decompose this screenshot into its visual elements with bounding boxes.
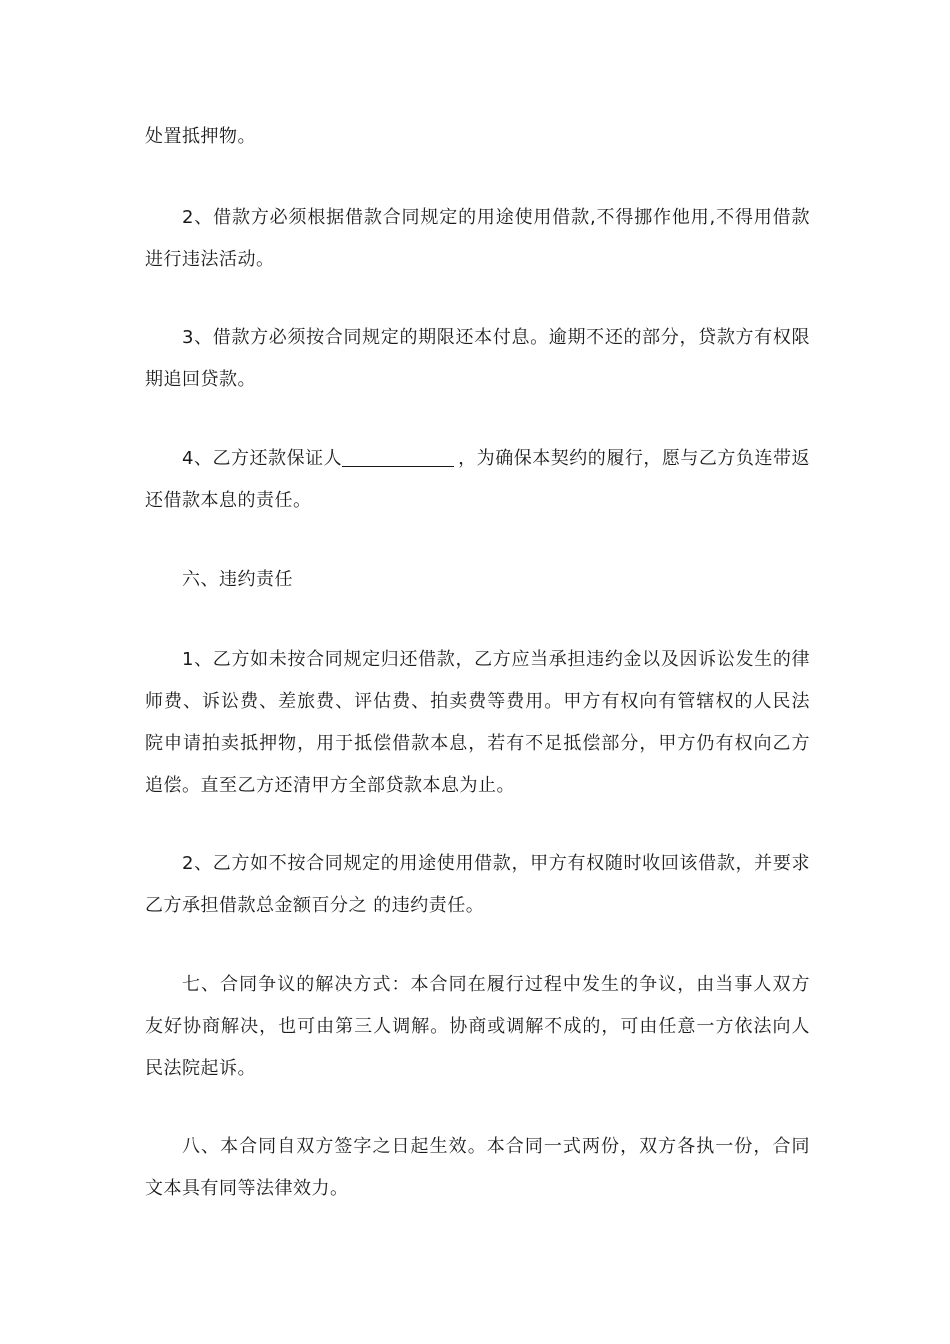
paragraph-guarantor [145,438,810,522]
paragraph-dispose-collateral: 处置抵押物。 [145,126,256,147]
guarantor-text-after: ，为确保本契约的履行，愿与乙方负连带返还借款本息的责任。 [145,448,811,511]
paragraph-repayment-term: 3、借款方必须按合同规定的期限还本付息。逾期不还的部分，贷款方有权限期追回贷款。 [145,327,810,390]
section-heading-breach-liability: 六、违约责任 [182,569,293,590]
paragraph-dispute-resolution: 七、合同争议的解决方式：本合同在履行过程中发生的争议，由当事人双方友好协商解决，也可由第三人调解。协商或调解不成的，可由任意一方依法向人民法院起诉。 [145,974,810,1079]
guarantor-text-before: 4、乙方还款保证人 [182,448,343,469]
guarantor-name-blank [342,448,454,467]
paragraph-loan-usage: 2、借款方必须根据借款合同规定的用途使用借款,不得挪作他用,不得用借款进行违法活动。 [145,207,810,270]
paragraph-breach-usage: 2、乙方如不按合同规定的用途使用借款，甲方有权随时收回该借款，并要求乙方承担借款总金额百分之 的违约责任。 [145,853,810,916]
paragraph-effectiveness: 八、本合同自双方签字之日起生效。本合同一式两份，双方各执一份，合同文本具有同等法律效力。 [145,1136,810,1199]
paragraph-breach-repayment: 1、乙方如未按合同规定归还借款，乙方应当承担违约金以及因诉讼发生的律师费、诉讼费、差旅费、评估费、拍卖费等费用。甲方有权向有管辖权的人民法院申请拍卖抵押物，用于抵偿借款本息，若有不足抵偿部分，甲方仍有权向乙方追偿。直至乙方还清甲方全部贷款本息为止。 [145,649,810,796]
